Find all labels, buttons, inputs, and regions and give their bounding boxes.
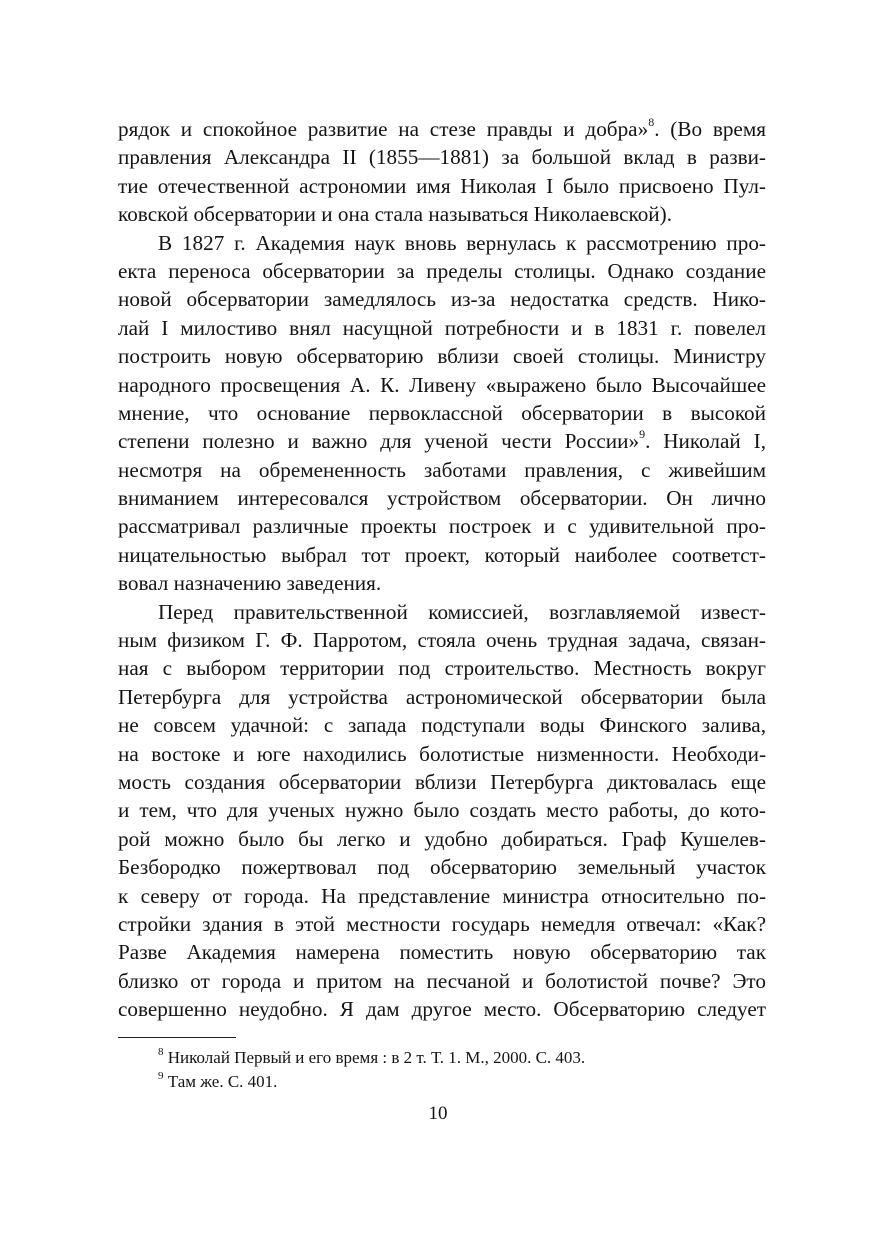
text-line: ницательностью выбрал тот проект, который наиболее соответст- (118, 542, 766, 567)
text-line: степени полезно и важно для ученой чести России»$^9$. Николай I, (118, 427, 766, 454)
text-line: построить новую обсерваторию вблизи своей столицы. Министру (118, 344, 766, 369)
footnote-ref-8: 8 (648, 114, 655, 129)
text-line: ковской обсерватории и она стала называться Николаевской). (118, 202, 672, 227)
text-line: новой обсерватории замедлялось из-за недостатка средств. Нико- (118, 287, 766, 312)
footnote-mark: 9 (158, 1070, 164, 1083)
text-line: правления Александра II (1855—1881) за большой вклад в разви- (118, 145, 766, 170)
text-line: к северу от города. На представление министра относительно по- (118, 883, 766, 908)
footnote-divider (118, 1037, 236, 1038)
text-line: Петербурга для устройства астрономической обсерватории была (118, 684, 766, 709)
footnotes (158, 1046, 758, 1094)
text-line: мнение, что основание первоклассной обсерватории в высокой (118, 400, 766, 425)
paragraph-start-line: В 1827 г. Академия наук вновь вернулась к рассмотрению про- (158, 230, 766, 255)
text-line: екта переноса обсерватории за пределы столицы. Однако создание (118, 258, 766, 283)
text-line: тие отечественной астрономии имя Николая I было присвоено Пул- (118, 173, 766, 198)
footnote-9 (158, 1070, 758, 1094)
footnote-mark: 8 (158, 1046, 164, 1059)
footnote-ref-9: 9 (639, 427, 646, 442)
text-line: не совсем удачной: с запада подступали воды Финского залива, (118, 713, 766, 738)
text-line: несмотря на обремененность заботами правления, с живейшим (118, 457, 766, 482)
text-line: стройки здания в этой местности государь немедля отвечал: «Как? (118, 911, 766, 936)
text-line: Разве Академия намерена поместить новую обсерваторию так (118, 940, 766, 965)
text-line: мость создания обсерватории вблизи Петербурга диктовалась еще (118, 769, 766, 794)
page-number: 10 (428, 1103, 448, 1124)
text-line: вовал назначению заведения. (118, 571, 382, 596)
text-line: близко от города и притом на песчаной и болотистой почве? Это (118, 968, 766, 993)
footnote-text: Николай Первый и его время : в 2 т. Т. 1. М., 2000. С. 403. (163, 1048, 586, 1067)
text-line: лай I милостиво внял насущной потребности и в 1831 г. повелел (118, 315, 766, 340)
text-line: Безбородко пожертвовал под обсерваторию земельный участок (118, 855, 766, 880)
paragraph-start-line: Перед правительственной комиссией, возглавляемой извест- (158, 599, 766, 624)
text-line: вниманием интересовался устройством обсерватории. Он лично (118, 486, 766, 511)
footnote-text: Там же. С. 401. (163, 1072, 278, 1091)
text-line: и тем, что для ученых нужно было создать место работы, до кото- (118, 798, 766, 823)
text-line: ная с выбором территории под строительство. Местность вокруг (118, 656, 766, 681)
text-line: рассматривал различные проекты построек и с удивительной про- (118, 514, 766, 539)
body-text (118, 115, 766, 1024)
text-line: народного просвещения А. К. Ливену «выражено было Высочайшее (118, 372, 766, 397)
text-line: рой можно было бы легко и удобно добираться. Граф Кушелев- (118, 826, 766, 851)
text-line: совершенно неудобно. Я дам другое место. Обсерваторию следует (118, 997, 766, 1022)
footnote-8 (158, 1046, 758, 1070)
text-line: рядок и спокойное развитие на стезе правды и добра»$^8$. (Во время (118, 114, 766, 141)
text-line: ным физиком Г. Ф. Парротом, стояла очень трудная задача, связан- (118, 628, 766, 653)
text-line: на востоке и юге находились болотистые низменности. Необходи- (118, 741, 766, 766)
